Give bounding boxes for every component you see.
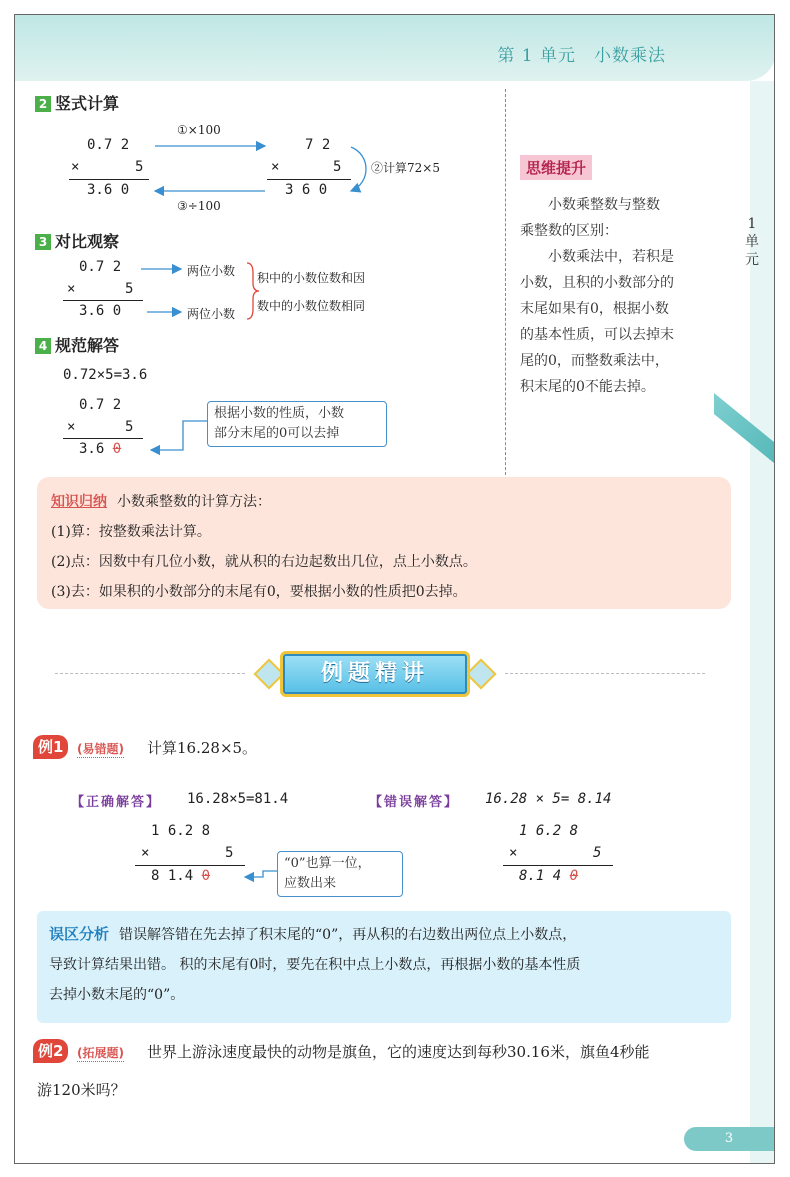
ex1-callout-line1: “0”也算一位， <box>284 856 371 871</box>
ex1-left-struck-zero: 0 <box>201 868 211 884</box>
calc1-left-op: × <box>71 159 80 175</box>
compare-brace <box>247 263 259 319</box>
compare-note-2: 数中的小数位数相同 <box>257 299 366 313</box>
analysis-line-3: 去掉小数末尾的“0”。 <box>49 987 185 1003</box>
ex1-right-op: × <box>509 845 518 861</box>
wrong-answer-tag: 【错误解答】 <box>369 795 460 810</box>
compare-label-top: 两位小数 <box>187 264 236 278</box>
correct-equation: 16.28×5=81.4 <box>187 791 289 807</box>
section-title: 竖式计算 <box>55 94 120 113</box>
answer-row3-value: 3.6 <box>79 441 105 457</box>
answer-callout-line2: 部分末尾的0可以去掉 <box>214 426 340 441</box>
think-title: 思维提升 <box>520 155 592 180</box>
calc1-right-op: × <box>271 159 280 175</box>
answer-row1: 0.7 2 <box>79 397 122 413</box>
analysis-line-2: 导致计算结果出错。 积的末尾有0时，要先在积中点上小数点，再根据小数的基本性质 <box>49 957 581 973</box>
ex1-right-row1: 1 6.2 8 <box>519 823 579 839</box>
section-title: 规范解答 <box>55 336 120 355</box>
answer-op: × <box>67 419 76 435</box>
think-line: 的基本性质，可以去掉末 <box>520 327 674 343</box>
calc1-bottom-arrow-label: ③÷100 <box>177 199 221 213</box>
compare-arrows <box>141 263 259 319</box>
summary-item-3: (3)去：如果积的小数部分的末尾有0，要根据小数的性质把0去掉。 <box>51 584 467 600</box>
example-2-label: 例2 <box>33 1039 68 1063</box>
calc1-top-arrow-label: ①×100 <box>177 123 221 137</box>
example-2-line-2: 游120米吗？ <box>37 1081 126 1099</box>
calc1-curve-arrow <box>351 147 366 191</box>
summary-intro: 小数乘整数的计算方法： <box>117 494 271 510</box>
answer-arrow <box>151 421 207 450</box>
example-2-tag: (拓展题) <box>77 1046 124 1060</box>
calc1-arrows <box>155 146 366 191</box>
summary-item-2: (2)点：因数中有几位小数，就从积的右边起数出几位，点上小数点。 <box>51 554 477 570</box>
example-1-tag: (易错题) <box>77 742 124 756</box>
think-line: 积末尾的0不能去掉。 <box>520 379 655 395</box>
think-line: 尾的0，而整数乘法中， <box>520 353 669 369</box>
example-2-line-1: 世界上游泳速度最快的动物是旗鱼，它的速度达到每秒30.16米，旗鱼4秒能 <box>147 1043 650 1061</box>
ex1-callout-arrow <box>245 871 277 877</box>
analysis-tag: 误区分析 <box>49 925 110 943</box>
section-number: 3 <box>35 234 51 250</box>
compare-row2: 5 <box>125 281 134 297</box>
page-number: 3 <box>684 1127 774 1151</box>
answer-struck-zero: 0 <box>112 441 122 457</box>
example-1-label: 例1 <box>33 735 68 759</box>
ex1-left-row3-value: 8 1.4 <box>151 868 194 884</box>
analysis-text-1: 错误解答错在先去掉了积末尾的“0”，再从积的右边数出两位点上小数点， <box>119 927 577 943</box>
correct-answer-tag: 【正确解答】 <box>71 795 162 810</box>
answer-row2: 5 <box>125 419 134 435</box>
compare-row3: 3.6 0 <box>79 303 122 319</box>
calc1-left-row2: 5 <box>135 159 144 175</box>
section-number: 4 <box>35 338 51 354</box>
answer-equation: 0.72×5=3.6 <box>63 367 148 383</box>
think-line: 乘整数的区别： <box>520 223 618 239</box>
summary-item-1: (1)算：按整数乘法计算。 <box>51 524 211 540</box>
compare-note-1: 积中的小数位数和因 <box>257 271 366 285</box>
unit-side-label: 1单元 <box>745 216 759 268</box>
calc1-left-row1: 0.7 2 <box>87 137 130 153</box>
example-1-question: 计算16.28×5。 <box>147 739 258 757</box>
calc1-left-row3: 3.6 0 <box>87 182 130 198</box>
ex1-left-op: × <box>141 845 150 861</box>
compare-label-bottom: 两位小数 <box>187 307 236 321</box>
ex1-right-row3-value: 8.1 4 <box>519 868 562 884</box>
wrong-equation: 16.28 × 5= 8.14 <box>485 791 612 807</box>
arrow-overlay <box>15 15 775 1164</box>
answer-callout-arrow <box>151 421 207 450</box>
ex1-right-struck-zero: 0 <box>569 868 579 884</box>
think-line: 末尾如果有0，根据小数 <box>520 301 669 317</box>
think-line: 小数乘整数与整数 <box>520 197 660 213</box>
calc1-side-note: ②计算72×5 <box>371 161 440 175</box>
section-title: 对比观察 <box>55 232 120 251</box>
page-frame <box>14 14 775 1164</box>
ex1-left-row2: 5 <box>225 845 234 861</box>
banner-title: 例题精讲 <box>280 651 470 697</box>
ex1-left-row1: 1 6.2 8 <box>151 823 211 839</box>
ex1-right-row2: 5 <box>593 845 602 861</box>
calc1-right-row3: 3 6 0 <box>285 182 328 198</box>
calc1-right-row2: 5 <box>333 159 342 175</box>
compare-row1: 0.7 2 <box>79 259 122 275</box>
calc1-right-row1: 7 2 <box>305 137 331 153</box>
answer-callout-line1: 根据小数的性质，小数 <box>214 406 345 421</box>
ex1-arrow <box>245 871 277 877</box>
unit-title: 第 1 单元 小数乘法 <box>497 46 666 66</box>
think-line: 小数，且积的小数部分的 <box>520 275 674 291</box>
ex1-callout-line2: 应数出来 <box>284 876 337 891</box>
summary-tag: 知识归纳 <box>51 494 107 510</box>
section-number: 2 <box>35 96 51 112</box>
compare-op: × <box>67 281 76 297</box>
think-line: 小数乘法中，若积是 <box>520 249 674 265</box>
